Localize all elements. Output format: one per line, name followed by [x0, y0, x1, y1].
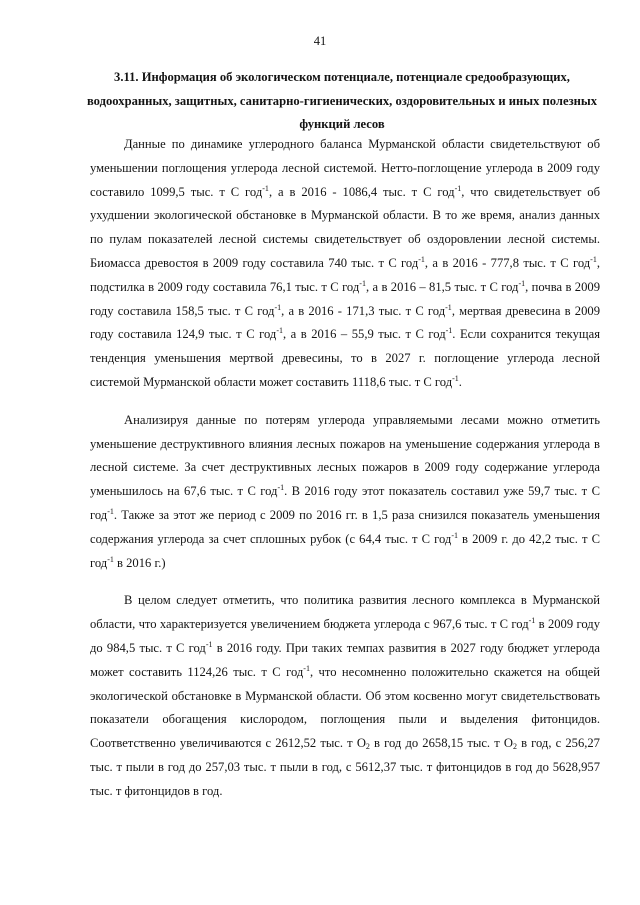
- heading-line-3: функций лесов: [299, 117, 385, 131]
- superscript-exponent: -1: [274, 302, 282, 312]
- heading-line-1: 3.11. Информация об экологическом потенциале, потенциале средообразующих,: [114, 70, 570, 84]
- superscript-exponent: -1: [445, 326, 453, 336]
- heading-line-2: водоохранных, защитных, санитарно-гигиенических, оздоровительных и иных полезных: [86, 93, 598, 108]
- superscript-exponent: -1: [303, 663, 310, 673]
- superscript-exponent: -1: [418, 254, 425, 264]
- superscript-exponent: -1: [277, 483, 285, 493]
- paragraph-carbon-balance: Данные по динамике углеродного баланса Мурманской области свидетельствуют об уменьшении поглощения углерода лесной системой. Нетто-поглощение углерода в 2009 году составило 1099,5 тыс. т С год$^{-1}$, а в 2016 - 1086,4 тыс. т С год$^{-1}$, что свидетельствует об ухудшении экологической обстановке в Мурманской области. В то же время, анализ данных по пулам показателей лесной системы свидетельствует об оздоровлении лесной системы. Биомасса древостоя в 2009 году составила 740 тыс. т С год$^{-1}$, а в 2016 - 777,8 тыс. т С год$^{-1}$, подстилка в 2009 году составила 76,1 тыс. т С год$^{-1}$, а в 2016 – 81,5 тыс. т С год$^{-1}$, почва в 2009 году составила 158,5 тыс. т С год$^{-1}$, а в 2016 - 171,3 тыс. т С год$^{-1}$, мертвая древесина в 2009 году составила 124,9 тыс. т С год$^{-1}$, а в 2016 – 55,9 тыс. т С год$^{-1}$. Если сохранится текущая тенденция уменьшения мертвой древесины, то в 2027 г. поглощение углерода лесной системой Мурманской области может составить 1118,6 тыс. т С год$^{-1}$.: [90, 137, 601, 389]
- superscript-exponent: -1: [276, 326, 283, 336]
- page-number: 41: [313, 34, 327, 48]
- subscript-index: 2: [365, 742, 370, 752]
- subscript-index: 2: [512, 742, 517, 752]
- superscript-exponent: -1: [262, 183, 269, 193]
- paragraph-carbon-losses: Анализируя данные по потерям углерода управляемыми лесами можно отметить уменьшение деструктивного влияния лесных пожаров на уменьшение содержания углерода в лесной системе. За счет деструктивных лесных пожаров в 2009 году содержание углерода уменьшилось на 67,6 тыс. т С год$^{-1}$. В 2016 году этот показатель составил уже 59,7 тыс. т С год$^{-1}$. Также за этот же период с 2009 по 2016 гг. в 1,5 раза снизился показатель уменьшения содержания углерода за счет сплошных рубок (с 64,4 тыс. т С год$^{-1}$ в 2009 г. до 42,2 тыс. т С год$^{-1}$ в 2016 г.): [90, 412, 600, 570]
- superscript-exponent: -1: [107, 554, 114, 564]
- superscript-exponent: -1: [107, 506, 114, 516]
- superscript-exponent: -1: [452, 373, 459, 383]
- superscript-exponent: -1: [454, 183, 462, 193]
- paragraph-forest-policy: В целом следует отметить, что политика развития лесного комплекса в Мурманской области, что характеризуется увеличением бюджета углерода с 967,6 тыс. т С год$^{-1}$ в 2009 году до 984,5 тыс. т С год$^{-1}$ в 2016 году. При таких темпах развития в 2027 году бюджет углерода может составить 1124,26 тыс. т С год$^{-1}$, что несомненно положительно скажется на общей экологической обстановке в Мурманской области. Об этом косвенно могут свидетельствовать показатели обогащения кислородом, поглощения пыли и выделения фитонцидов. Соответственно увеличиваются с 2612,52 тыс. т $О_2$ в год до 2658,15 тыс. т $О_2$ в год, с 256,27 тыс. т пыли в год до 257,03 тыс. т пыли в год, с 5612,37 тыс. т фитонцидов в год до 5628,957 тыс. т фитонцидов в год.: [90, 593, 601, 798]
- superscript-exponent: -1: [451, 530, 458, 540]
- body-text: [90, 133, 600, 818]
- superscript-exponent: -1: [445, 302, 452, 312]
- superscript-exponent: -1: [205, 639, 213, 649]
- superscript-exponent: -1: [518, 278, 526, 288]
- superscript-exponent: -1: [359, 278, 366, 288]
- section-heading: [82, 66, 602, 137]
- superscript-exponent: -1: [590, 254, 597, 264]
- superscript-exponent: -1: [528, 616, 536, 626]
